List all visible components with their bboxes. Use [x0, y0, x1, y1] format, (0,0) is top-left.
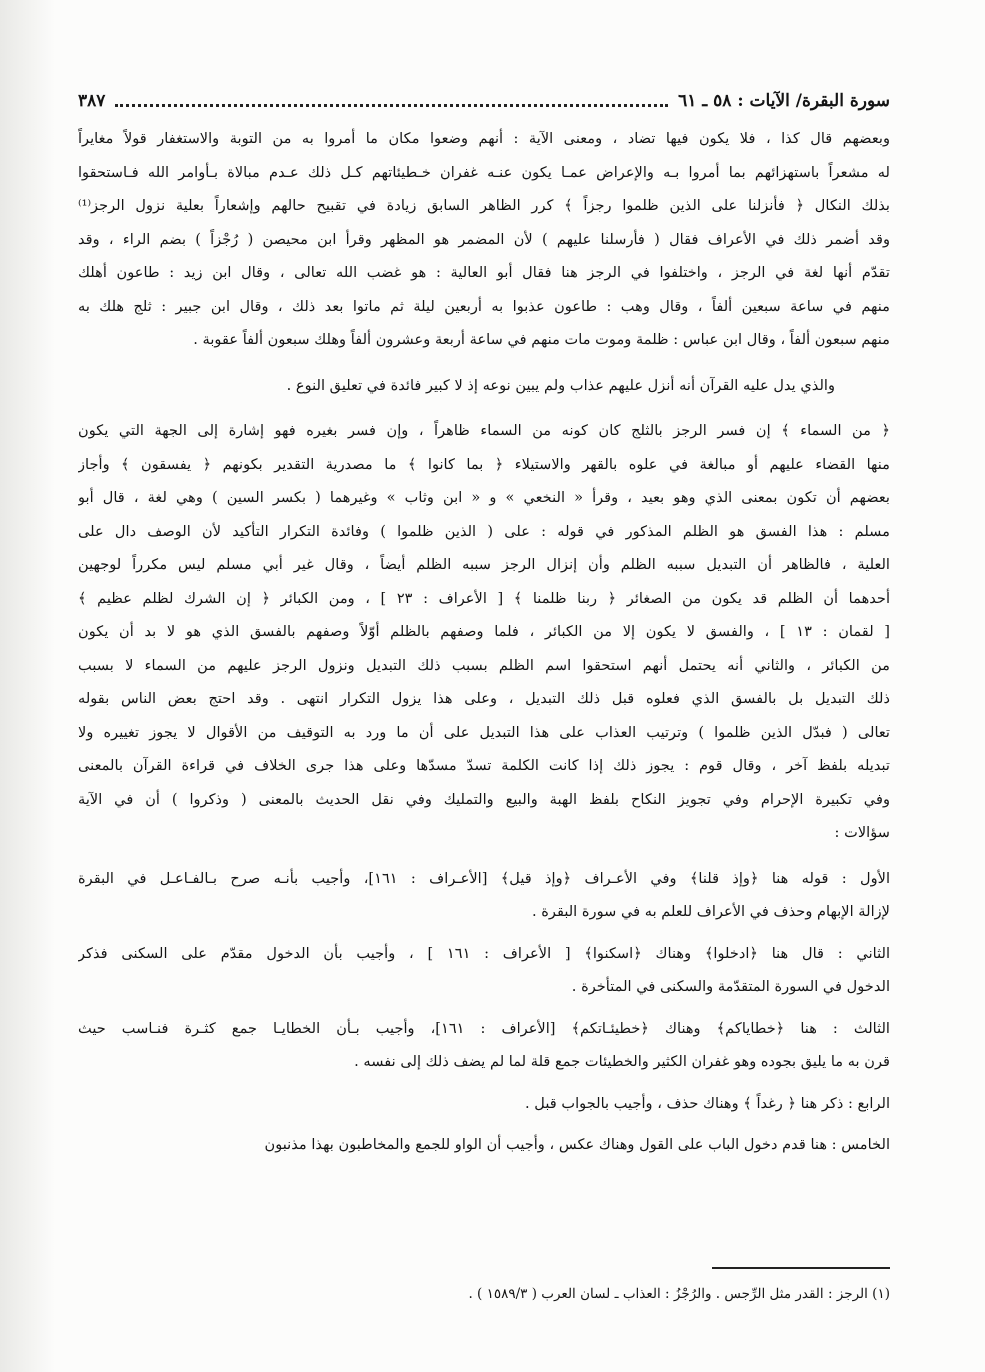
text-line: قرن به ما يليق بجوده وهو غفران الكثير والخطيئات جمع قلة لما لم يضف ذلك إلى نفسه .: [354, 1053, 890, 1070]
question-2: [78, 937, 890, 1004]
header-dot-leader: [115, 104, 668, 107]
text-line: أحدهما أن الظلم قد يكون من الصغائر ﴿ ربنا ظلمنا ﴾ [ الأعراف : ٢٣ ] ، ومن الكبائر ﴿ إن الشرك لظلم عظيم ﴾: [78, 589, 890, 607]
paragraph-2: [78, 369, 890, 403]
text-line: ﴿ من السماء ﴾ إن فسر الرجز بالثلج كان كونه من السماء ظاهراً ، وإن فسر بغيره فهو إشارة إلى الجهة التي يكون: [78, 422, 890, 439]
text-line: ذلك التبديل بل بالفسق الذي فعلوه قبل ذلك التبديل ، وعلى هذا يزول التكرار انتهى . وقد احتج بعض الناس بقوله: [78, 690, 890, 707]
paragraph-3: [78, 414, 890, 850]
text-line: منهم سبعون ألفاً ، وقال ابن عباس : ظلمة وموت مات منهم في ساعة أربعة وعشرون ألفاً وهلك سبعون ألفاً عقوبة .: [193, 331, 890, 348]
text-line: منهم في ساعة سبعين ألفاً ، وقال وهب : طاعون عذبوا به أربعين ليلة ثم ماتوا بعد ذلك ، وقال ابن جبير : ثلج هلك به: [78, 297, 890, 315]
scan-edge-shadow: [0, 0, 55, 1372]
running-header: [78, 88, 890, 114]
text-line: بذلك النكال ﴿ فأنزلنا على الذين ظلموا رجزاً ﴾ كرر الظاهر السابق زيادة في تقبيح حالهم وإشعاراً بعلية نزول الرجز⁽¹⁾: [78, 197, 890, 214]
text-line: من الكبائر ، والثاني أنه يحتمل أنهم استحقوا اسم الظلم بسبب ذلك التبديل ونزول الرجز عليهم من السماء لا بسبب: [78, 656, 890, 674]
text-line: تقدّم أنها لغة في الرجز ، واختلفوا في الرجز هنا فقال أبو العالية : هو غضب الله تعالى ، وقال ابن زيد : طاعون أهلك: [78, 264, 890, 281]
text-line: الرابع : ذكر هنا ﴿ رغداً ﴾ وهناك حذف ، وأجيب بالجواب قبل .: [525, 1094, 890, 1112]
question-5: [78, 1128, 890, 1162]
text-line: لإزالة الإبهام وحذف في الأعراف للعلم به في سورة البقرة .: [531, 903, 890, 920]
question-3: [78, 1012, 890, 1079]
text-line: بعضهم أن تكون بمعنى الذي وهو بعيد ، وقرأ « النخعي » و « ابن وثاب » وغيرهما ( بكسر السين ) وهي لغة ، قال أبو: [78, 489, 890, 506]
text-line: [ لقمان : ١٣ ] ، والفسق لا يكون إلا من الكبائر ، فلما وصفهم بالظلم أوّلاً وصفهم بالفسق الذي هو لا بد أن يكون: [78, 623, 890, 640]
text-line: مسلم : هذا الفسق هو الظلم المذكور في قوله : على ( الذين ظلموا ) وفائدة التكرار التأكيد لأن الوصف دال على: [78, 522, 890, 540]
running-title: سورة البقرة/ الآيات : ٥٨ ـ ٦١: [678, 91, 890, 111]
text-line: العلية ، فالظاهر أن التبديل سببه الظلم وأن إنزال الرجز سببه الظلم أيضاً ، وقال غير أبي مسلم ليس مكرراً لوجهين: [78, 556, 890, 573]
text-line: له مشعراً باستهزائهم بما أمروا بـه والإعراض عمـا يكون عنـه غفران خـطيئاتهم كـل ذلك عـدم مبالاة بـأوامر الله فـاستحقوا: [78, 163, 890, 181]
text-line: منها القضاء عليهم أو مبالغة في علوه بالقهر والاستيلاء ﴿ بما كانوا ﴾ ما مصدرية التقدير بكونهم ﴿ يفسقون ﴾ وأجاز: [78, 455, 890, 473]
main-text: [78, 122, 890, 1162]
text-line: وفي تكبيرة الإحرام وفي تجويز النكاح بلفظ الهبة والبيع والتمليك وفي نقل الحديث بالمعنى ( وذكروا ) أن في الآية: [78, 790, 890, 808]
text-line: والذي يدل عليه القرآن أنه أنزل عليهم عذاب ولم يبين نوعه إذ لا كبير فائدة في تعليق النوع .: [286, 376, 835, 394]
text-line: الدخول في السورة المتقدّمة والسكنى في المتأخرة .: [571, 978, 890, 995]
text-line: الأول : قوله هنا ﴿وإذ قلنا﴾ وفي الأعـراف ﴿وإذ قيل﴾ [الأعـراف : ١٦١]، وأجيب بأنـه صرح بـالفـاعـل في البقرة: [78, 869, 890, 887]
text-line: سؤالات :: [834, 824, 890, 841]
paragraph-1: [78, 122, 890, 357]
text-line: الخامس : هنا قدم دخول الباب على القول وهناك عكس ، وأجيب أن الواو للجمع والمخاطبون بهذا مذنبون: [264, 1136, 890, 1153]
footnote-separator: [712, 1267, 890, 1269]
question-4: [78, 1087, 890, 1121]
footnote: (١) الرجز : القدر مثل الرِّجس . والرُجْزُ : العذاب ـ لسان العرب ( ١٥٨٩/٣ ) .: [468, 1286, 890, 1302]
text-line: وقد أضمر ذلك في الأعراف فقال ( فأرسلنا عليهم ) لأن المضمر هو المظهر وقرأ ابن محيصن ( رُجْزاً ) بضم الراء ، وقد: [78, 230, 890, 248]
question-1: [78, 862, 890, 929]
text-line: الثاني : قال هنا ﴿ادخلوا﴾ وهناك ﴿اسكنوا﴾ [ الأعراف : ١٦١ ] ، وأجيب بأن الدخول مقدّم على السكنى فذكر: [78, 944, 890, 962]
text-line: تبديله بلفظ آخر ، وقال قوم : يجوز ذلك إذا كانت الكلمة تسدّ مسدّها وعلى هذا جرى الخلاف في قراءة القرآن بالمعنى: [78, 757, 890, 774]
text-line: وبعضهم قال كذا ، فلا يكون فيها تضاد ، ومعنى الآية : أنهم وضعوا مكان ما أمروا به من التوبة والاستغفار قولاً مغايراً: [78, 130, 890, 147]
text-line: تعالى ( فبدّل الذين ظلموا ) وترتيب العذاب على هذا التبديل على أن ما ورد به التوقيف من الأقوال لا يجوز تغييره ولا: [78, 723, 890, 741]
text-line: الثالث : هنا ﴿خطاياكم﴾ وهناك ﴿خطيئـاتكم﴾ [الأعراف : ١٦١]، وأجيب بـأن الخطايـا جمع كثـرة فنـاسب حيث: [78, 1019, 890, 1037]
page-number: ٣٨٧: [78, 91, 106, 111]
